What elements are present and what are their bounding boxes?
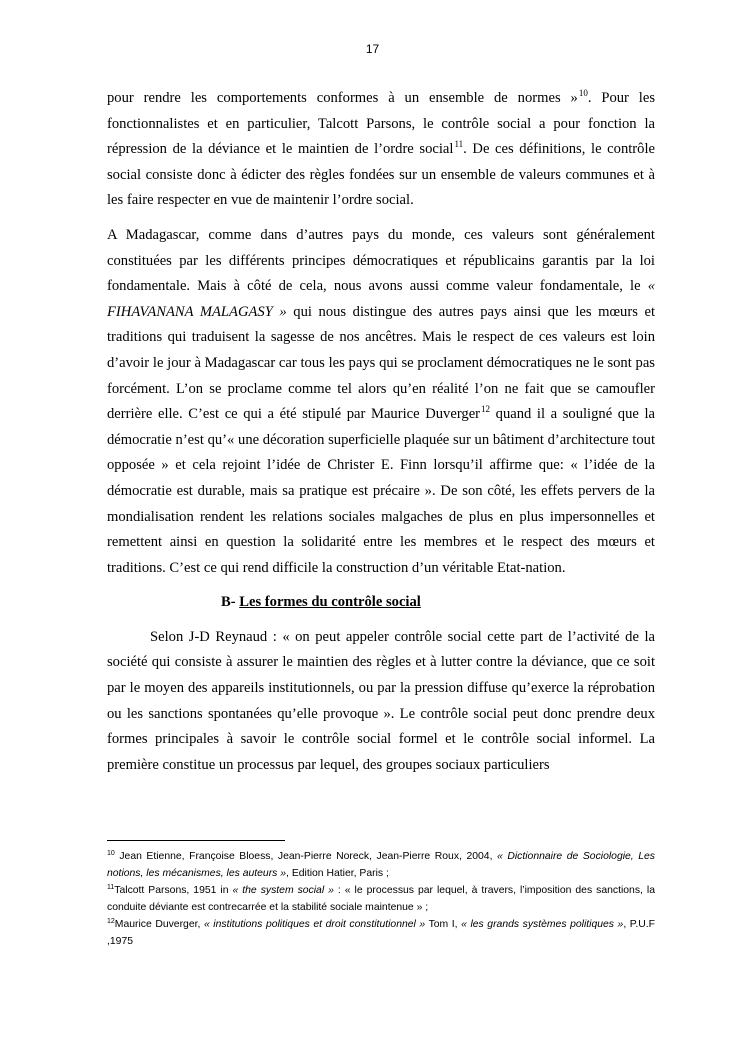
- page-number: 17: [365, 42, 380, 56]
- paragraph-3: Selon J-D Reynaud : « on peut appeler contrôle social cette part de l’activité de la société qui consiste à assurer le maintien des règles et à lutter contre la déviance, que ce soit par le moyen des appareils institutionnels, ou par la pression diffuse qu’exerce la réprobation ou les sanctions spontanées qu’elle provoque ». Le contrôle social peut donc prendre deux formes principales à savoir le contrôle social formel et le contrôle social informel. La première constitue un processus par lequel, des groupes sociaux particuliers: [107, 628, 655, 773]
- footnote-ref-12[interactable]: 12: [481, 404, 491, 415]
- footnote-11-text-a: Talcott Parsons, 1951 in: [114, 885, 233, 896]
- paragraph-1: [107, 86, 655, 214]
- footnotes: [107, 848, 655, 950]
- paragraph-1-text-c: . De ces définitions, le contrôle social consiste donc à édicter des règles fondées sur un ensemble de valeurs communes et à les faire respecter en vue de maintenir l’ordre social.: [107, 141, 655, 209]
- footnote-12: [107, 916, 655, 950]
- footnote-12-text-b: , P.U.F ,1975: [107, 919, 656, 947]
- footnote-10-number: 10: [107, 850, 115, 857]
- section-heading-prefix: B-: [221, 594, 240, 611]
- footnote-12-number: 12: [107, 918, 115, 925]
- footnote-12-text-mid: Tom I,: [425, 919, 462, 930]
- footnote-11: [107, 882, 655, 916]
- paragraph-1-text-a: pour rendre les comportements conformes à un ensemble de normes »: [107, 90, 578, 106]
- paragraph-2: [107, 223, 655, 581]
- paragraph-2-text-b: qui nous distingue des autres pays ainsi que les mœurs et traditions qui traduisent la sagesse de nos ancêtres. Mais le respect de ces valeurs est loin d’avoir le jour à Madagascar car tous les pays qui se proclament démocratiques ne le sont pas forcément. L’on se proclame comme tel alors qu’en réalité l’on ne fait que se camoufler derrière elle. C’est ce qui a été stipulé par Maurice Duverger: [107, 303, 656, 423]
- fihavanana-emphasis: « FIHAVANANA MALAGASY »: [107, 278, 655, 320]
- footnote-11-text-b: : « le processus par lequel, à travers, l’imposition des sanctions, la conduite déviante est contrecarrée et la stabilité sociale maintenue » ;: [107, 885, 655, 913]
- paragraph-1-text-b: . Pour les fonctionnalistes et en particulier, Talcott Parsons, le contrôle social a pour fonction la répression de la déviance et le maintien de l’ordre social: [107, 90, 655, 158]
- footnote-10-text-a: Jean Etienne, Françoise Bloess, Jean-Pierre Noreck, Jean-Pierre Roux, 2004,: [114, 851, 498, 862]
- footnote-10: [107, 848, 655, 882]
- footnote-ref-11[interactable]: 11: [454, 139, 464, 150]
- footnote-11-number: 11: [107, 884, 115, 891]
- footnote-ref-10[interactable]: 10: [578, 88, 588, 98]
- section-heading: [107, 590, 655, 616]
- footnote-12-title-1: « institutions politiques et droit constitutionnel »: [203, 919, 426, 930]
- section-heading-title: Les formes du contrôle social: [239, 594, 421, 611]
- paragraph-2-text-a: A Madagascar, comme dans d’autres pays du monde, ces valeurs sont généralement constituées par les différents principes démocratiques et républicains garantis par la loi fondamentale. Mais à côté de cela, nous avons aussi comme valeur fondamentale, le: [107, 226, 655, 295]
- footnote-12-title-2: « les grands systèmes politiques »: [461, 919, 624, 930]
- footnote-10-title: « Dictionnaire de Sociologie, Les notions, les mécanismes, les auteurs »: [107, 851, 655, 879]
- footnote-11-title: « the system social »: [232, 885, 334, 896]
- body-text: [107, 86, 655, 787]
- footnote-separator: [107, 840, 285, 841]
- footnote-10-text-b: , Edition Hatier, Paris ;: [286, 868, 389, 879]
- paragraph-2-text-c: quand il a souligné que la démocratie n’est qu’« une décoration superficielle plaquée sur un bâtiment d’architecture tout opposée » et cela rejoint l’idée de Christer E. Finn lorsqu’il affirme que: « l’idée de la démocratie est durable, mais sa pratique est précaire ». De son côté, les effets pervers de la mondialisation rendent les relations sociales malgaches de plus en plus impersonnelles et remettent ainsi en question la solidarité entre les membres et le respect des mœurs et traditions. C’est ce qui rend difficile la construction d’un véritable Etat-nation.: [107, 406, 655, 576]
- footnote-12-text-a: Maurice Duverger,: [114, 919, 204, 930]
